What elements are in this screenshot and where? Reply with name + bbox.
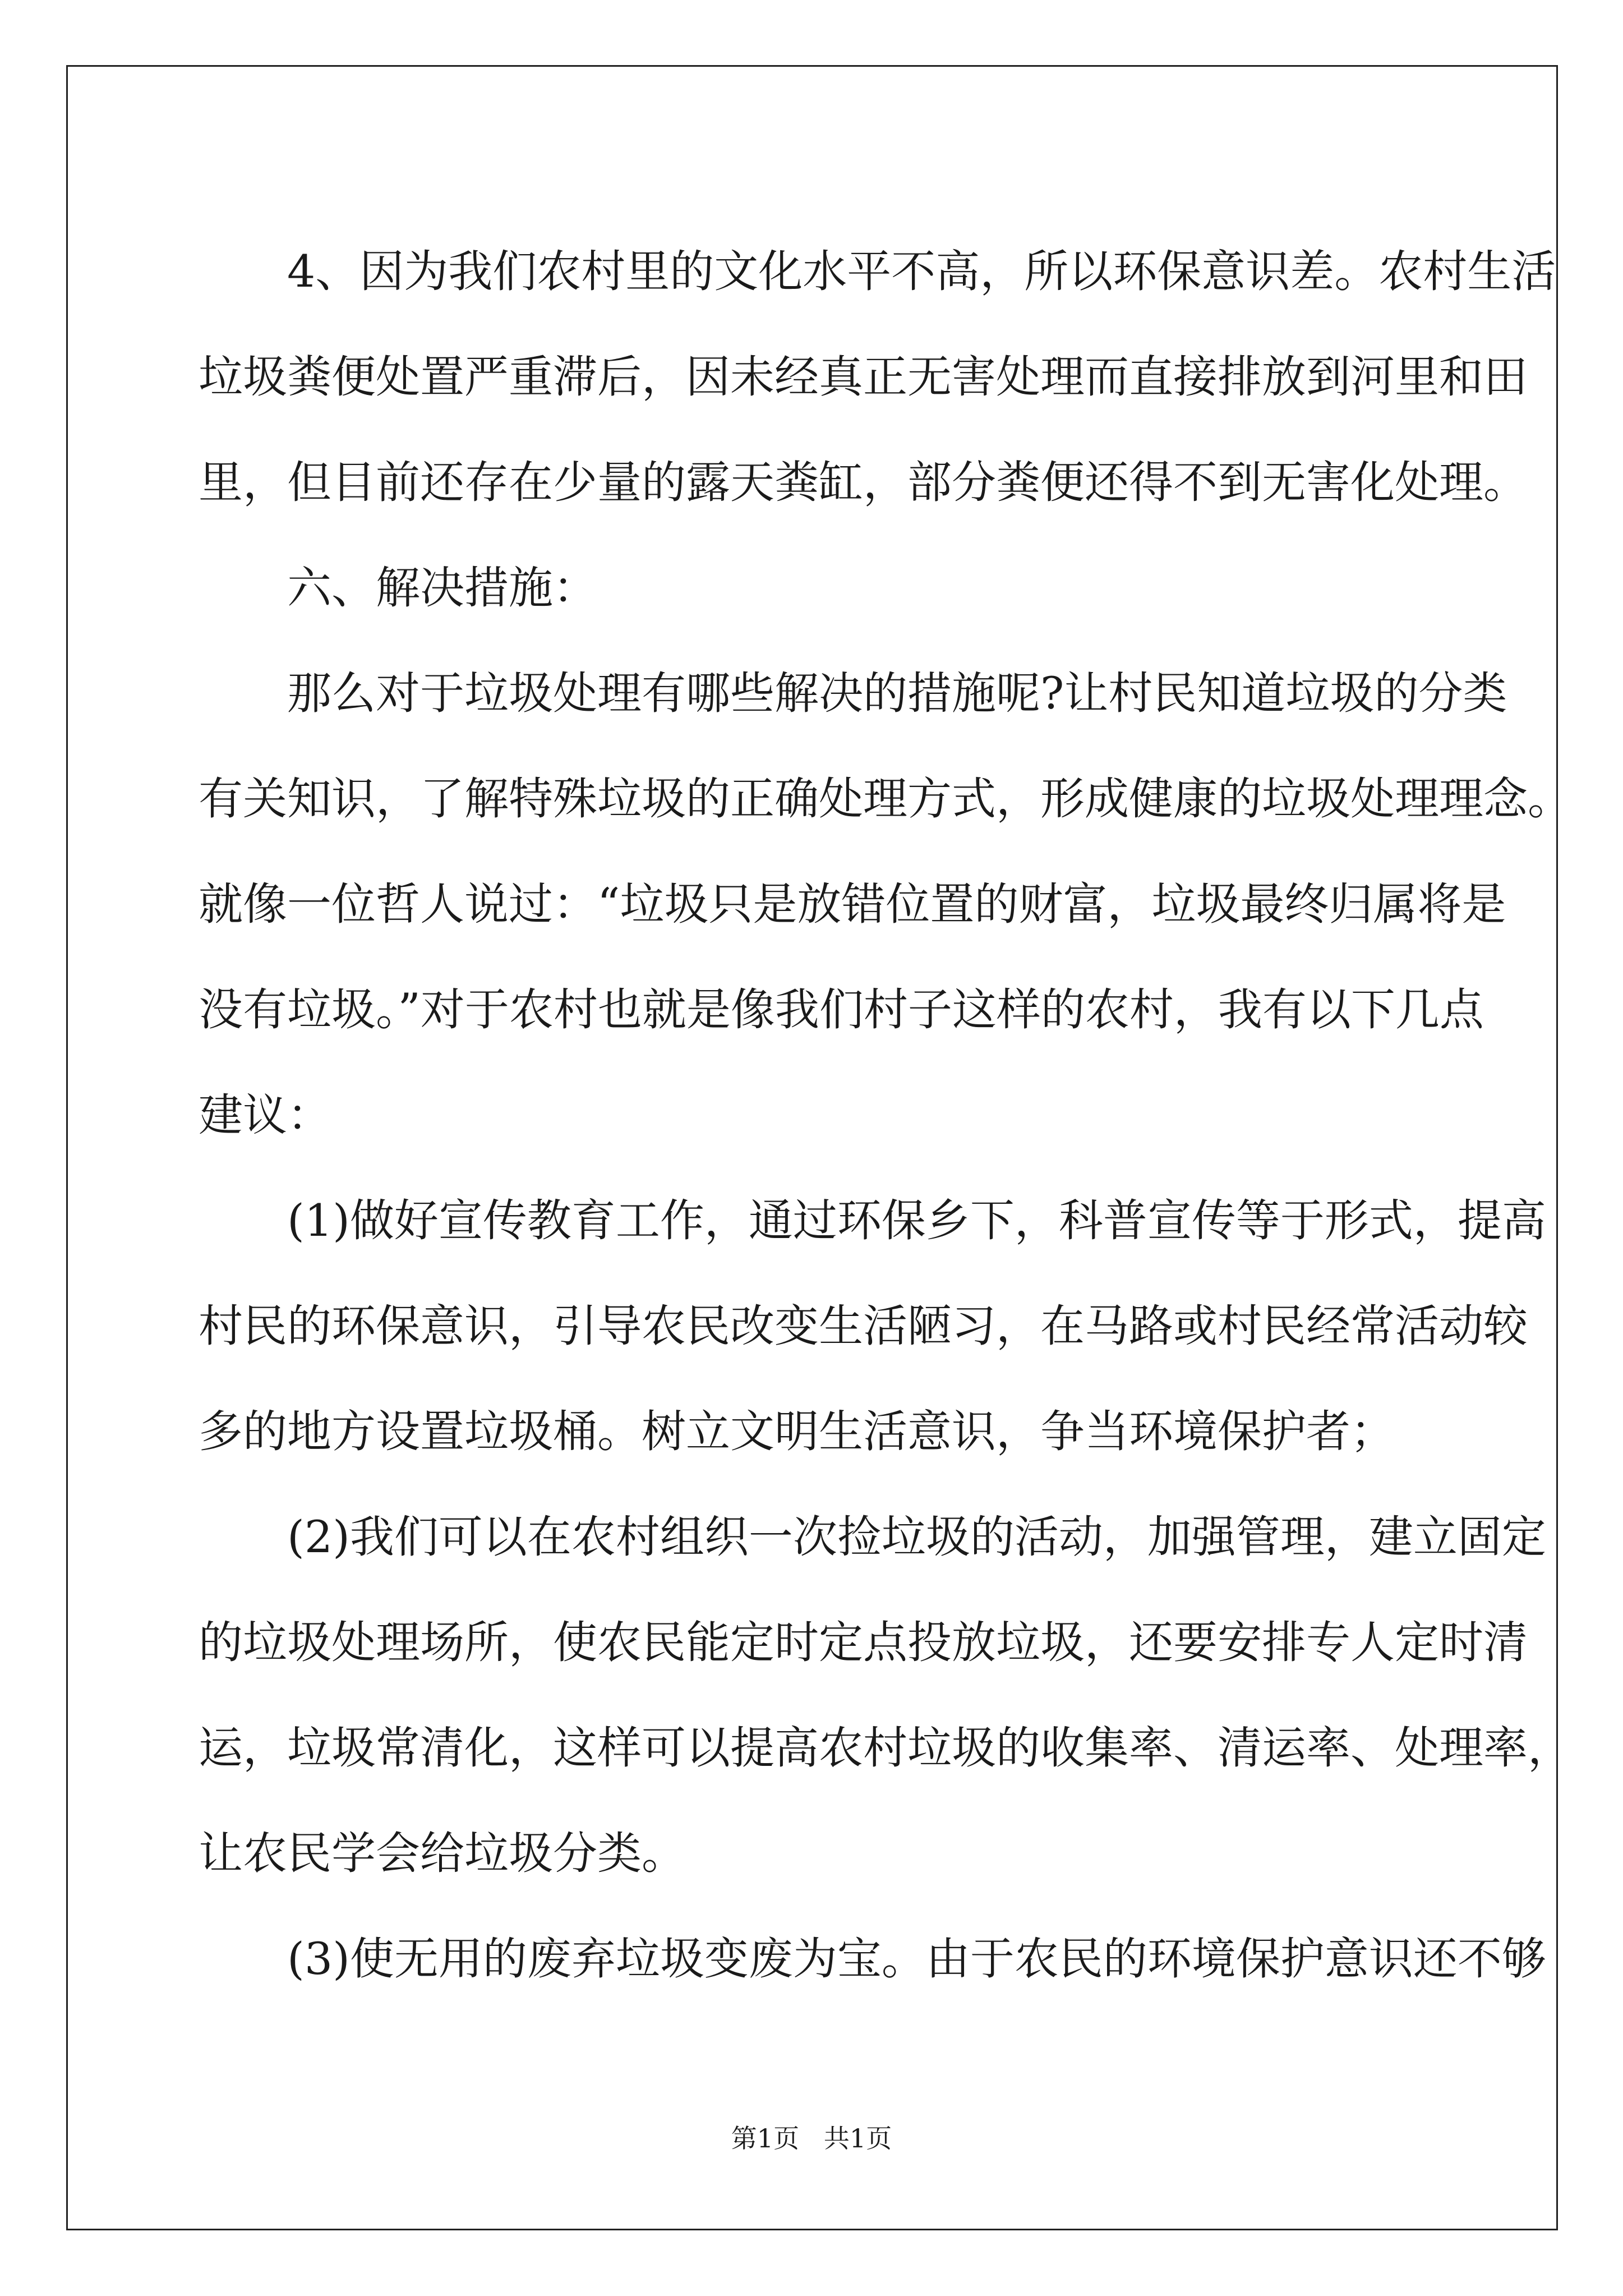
text-line: 的垃圾处理场所，使农民能定时定点投放垃圾，还要安排专人定时清 [199, 1617, 1528, 1668]
text-line: 多的地方设置垃圾桶。树立文明生活意识，争当环境保护者； [199, 1406, 1395, 1457]
document-body [199, 219, 1572, 2012]
text-line: 让农民学会给垃圾分类。 [199, 1828, 686, 1879]
text-line: 有关知识，了解特殊垃圾的正确处理方式，形成健康的垃圾处理理念。 [199, 773, 1572, 825]
paragraph [199, 1906, 1546, 2012]
text-line: 里，但目前还存在少量的露天粪缸，部分粪便还得不到无害化处理。 [199, 457, 1528, 508]
paragraph [199, 641, 1572, 1168]
text-line: (1)做好宣传教育工作，通过环保乡下，科普宣传等于形式，提高 [287, 1195, 1546, 1246]
text-line: 那么对于垃圾处理有哪些解决的措施呢?让村民知道垃圾的分类 [287, 668, 1507, 719]
section-heading [199, 535, 1460, 641]
text-line: 运，垃圾常清化，这样可以提高农村垃圾的收集率、清运率、处理率， [199, 1722, 1572, 1774]
paragraph [199, 1168, 1546, 1484]
text-line: 4、因为我们农村里的文化水平不高，所以环保意识差。农村生活 [287, 246, 1556, 297]
text-line: (3)使无用的废弃垃圾变废为宝。由于农民的环境保护意识还不够 [287, 1933, 1546, 1985]
text-line: 没有垃圾。”对于农村也就是像我们村子这样的农村，我有以下几点 [199, 984, 1484, 1036]
text-line: 村民的环保意识，引导农民改变生活陋习，在马路或村民经常活动较 [199, 1300, 1528, 1352]
text-line: (2)我们可以在农村组织一次捡垃圾的活动，加强管理，建立固定 [287, 1511, 1546, 1563]
text-line: 建议： [199, 1089, 331, 1141]
paragraph [199, 219, 1556, 535]
paragraph [199, 1484, 1572, 1906]
page-footer: 第1页 共1页 [731, 2123, 892, 2154]
heading-text: 六、解决措施： [287, 562, 597, 614]
text-line: 垃圾粪便处置严重滞后，因未经真正无害处理而直接排放到河里和田 [199, 351, 1528, 403]
text-line: 就像一位哲人说过：“垃圾只是放错位置的财富，垃圾最终归属将是 [199, 878, 1506, 930]
